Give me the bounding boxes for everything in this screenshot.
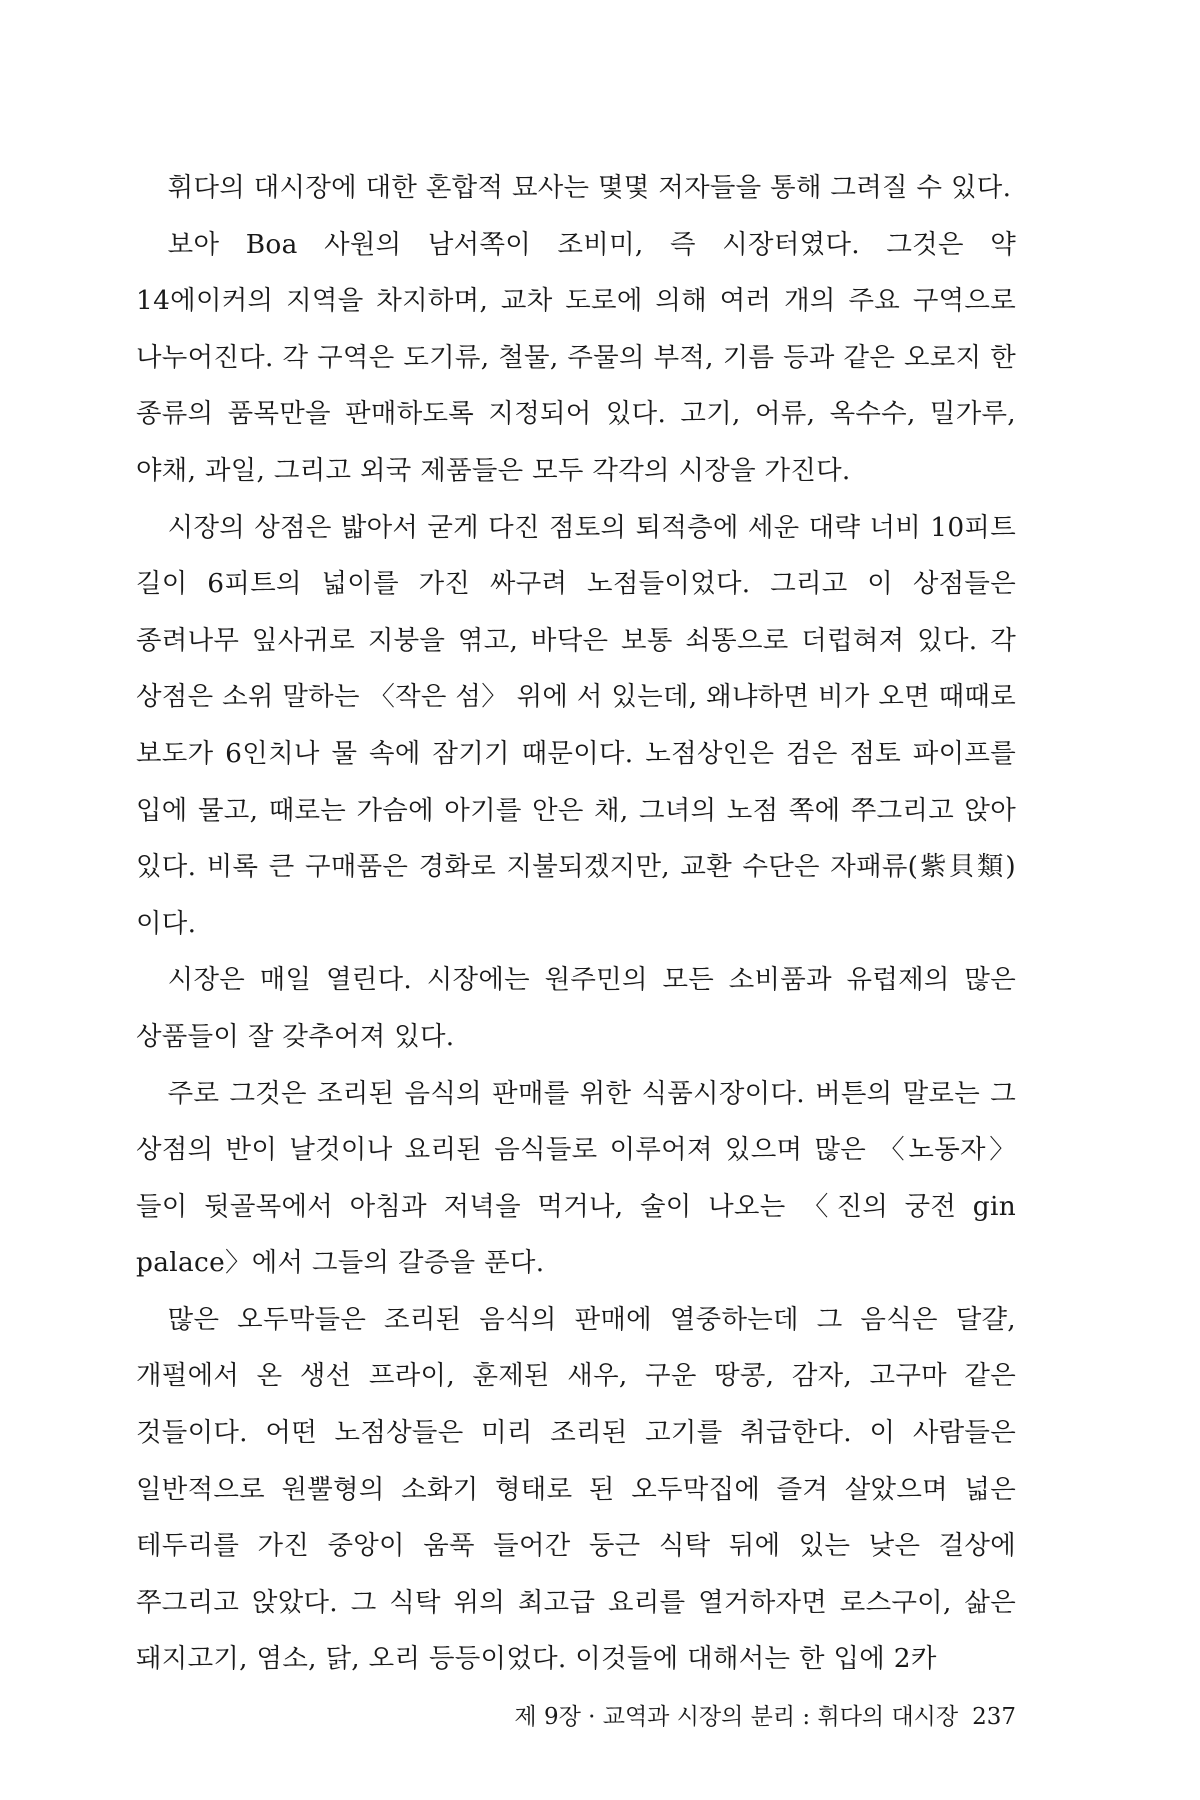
- paragraph-3: 시장의 상점은 밟아서 굳게 다진 점토의 퇴적층에 세운 대략 너비 10피트 길이 6피트의 넓이를 가진 싸구려 노점들이었다. 그리고 이 상점들은 종려나무 잎사귀로 지붕을 엮고, 바닥은 보통 쇠똥으로 더럽혀져 있다. 각 상점은 소위 말하는 〈작은 섬〉 위에 서 있는데, 왜냐하면 비가 오면 때때로 보도가 6인치나 물 속에 잠기기 때문이다. 노점상인은 검은 점토 파이프를 입에 물고, 때로는 가슴에 아기를 안은 채, 그녀의 노점 쪽에 쭈그리고 앉아 있다. 비록 큰 구매품은 경화로 지불되겠지만, 교환 수단은 자패류(紫貝類)이다.: [136, 511, 1016, 939]
- paragraph-5: 주로 그것은 조리된 음식의 판매를 위한 식품시장이다. 버튼의 말로는 그 상점의 반이 날것이나 요리된 음식들로 이루어져 있으며 많은 〈노동자〉들이 뒷골목에서 아침과 저녁을 먹거나, 술이 나오는 〈진의 궁전 gin palace〉에서 그들의 갈증을 푼다.: [136, 1077, 1016, 1279]
- paragraph-6: 많은 오두막들은 조리된 음식의 판매에 열중하는데 그 음식은 달걀, 개펄에서 온 생선 프라이, 훈제된 새우, 구운 땅콩, 감자, 고구마 같은 것들이다. 어떤 노점상들은 미리 조리된 고기를 취급한다. 이 사람들은 일반적으로 원뿔형의 소화기 형태로 된 오두막집에 즐겨 살았으며 넓은 테두리를 가진 중앙이 움푹 들어간 둥근 식탁 뒤에 있는 낮은 걸상에 쭈그리고 앉았다. 그 식탁 위의 최고급 요리를 열거하자면 로스구이, 삶은 돼지고기, 염소, 닭, 오리 등등이었다. 이것들에 대해서는 한 입에 2카: [136, 1303, 1016, 1675]
- body-text: [136, 160, 1016, 1688]
- paragraph-4: 시장은 매일 열린다. 시장에는 원주민의 모든 소비품과 유럽제의 많은 상품들이 잘 갖추어져 있다.: [136, 964, 1016, 1052]
- paragraph-2: 보아 Boa 사원의 남서쪽이 조비미, 즉 시장터였다. 그것은 약 14에이커의 지역을 차지하며, 교차 도로에 의해 여러 개의 주요 구역으로 나누어진다. 각 구역은 도기류, 철물, 주물의 부적, 기름 등과 같은 오로지 한 종류의 품목만을 판매하도록 지정되어 있다. 고기, 어류, 옥수수, 밀가루, 야채, 과일, 그리고 외국 제품들은 모두 각각의 시장을 가진다.: [136, 228, 1016, 486]
- page-number: 237: [972, 1704, 1016, 1730]
- paragraph-1: 휘다의 대시장에 대한 혼합적 묘사는 몇몇 저자들을 통해 그려질 수 있다.: [167, 172, 1012, 203]
- running-footer: [470, 1697, 1016, 1737]
- chapter-title: 제 9장 · 교역과 시장의 분리 : 휘다의 대시장: [514, 1704, 959, 1730]
